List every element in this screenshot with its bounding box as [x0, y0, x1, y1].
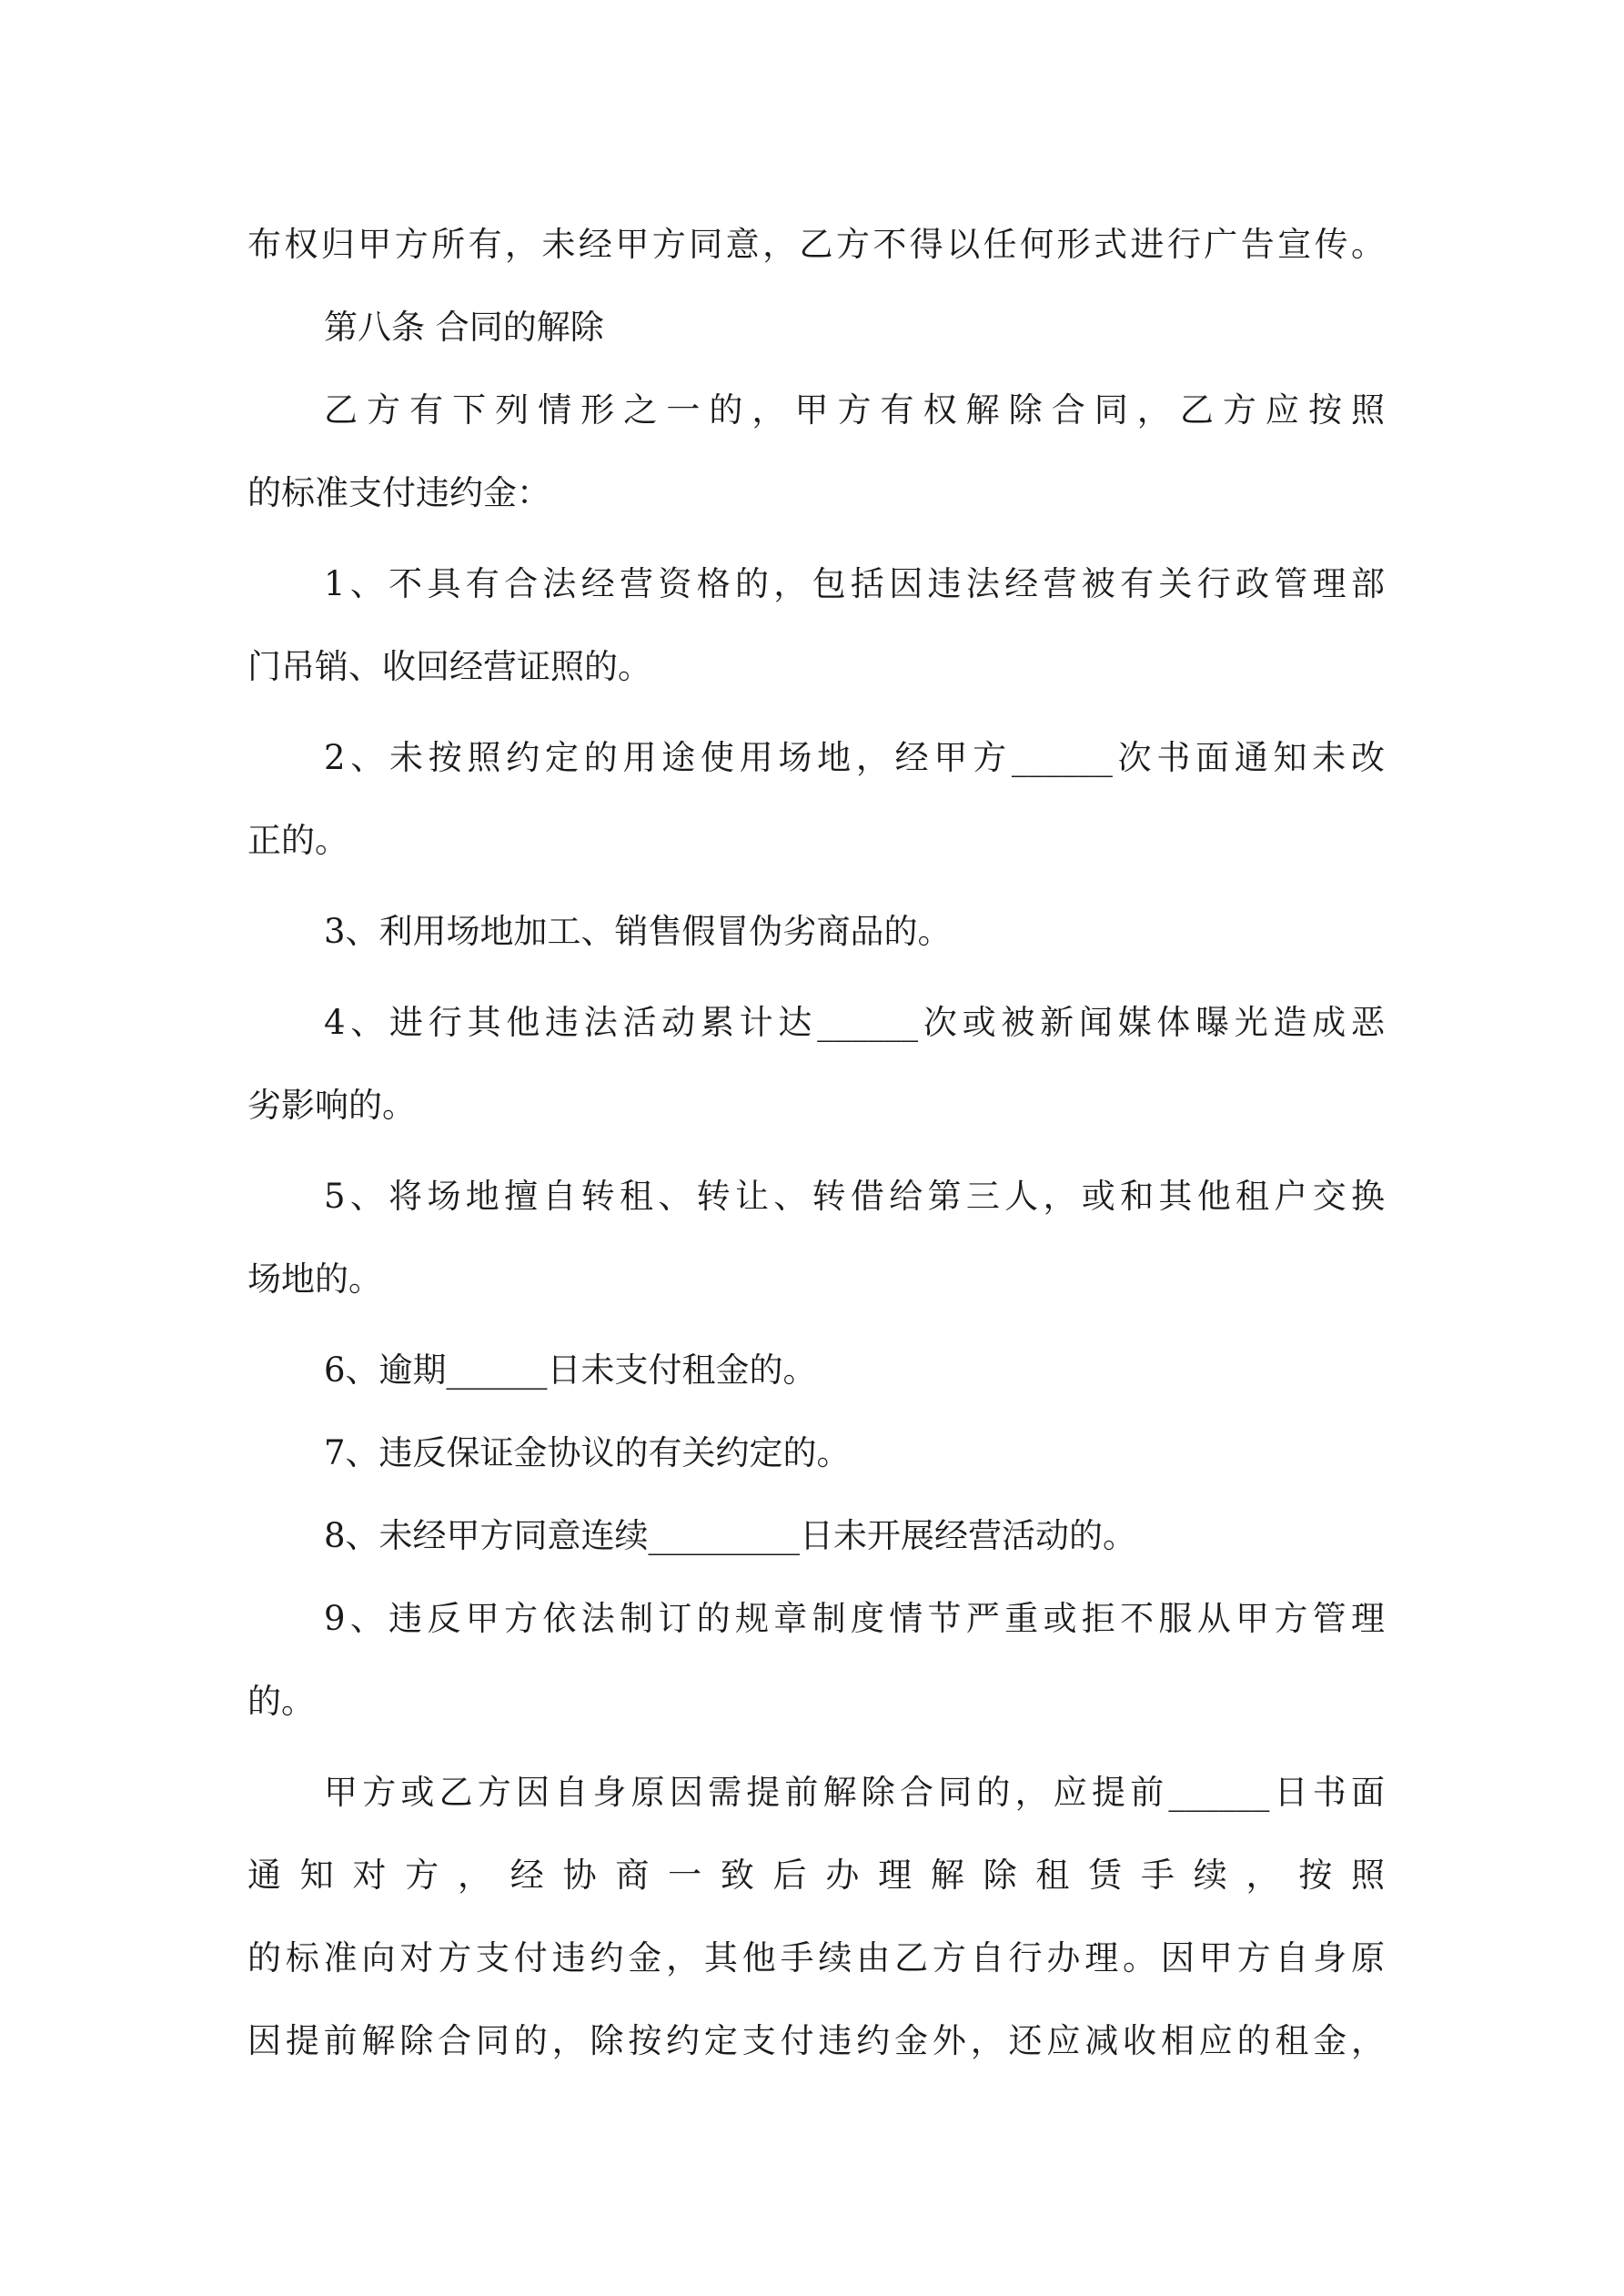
text-line: 劣影响的。 [247, 1086, 416, 1125]
text-line: 场地的。 [247, 1259, 382, 1299]
list-item: 6、逾期______日未支付租金的。 [324, 1350, 817, 1390]
text-line: 正的。 [247, 821, 348, 860]
text-line: 甲方或乙方因自身原因需提前解除合同的，应提前______日书面 [324, 1773, 1385, 1812]
text-line: 门吊销、收回经营证照的。 [247, 647, 651, 686]
text-line: 乙方有下列情形之一的，甲方有权解除合同，乙方应按照 [324, 390, 1385, 430]
list-item: 2、未按照约定的用途使用场地，经甲方______次书面通知未改 [324, 738, 1385, 777]
section-heading: 第八条 合同的解除 [324, 308, 604, 347]
list-item: 5、将场地擅自转租、转让、转借给第三人，或和其他租户交换 [324, 1177, 1385, 1216]
text-line: 因提前解除合同的，除按约定支付违约金外，还应减收相应的租金， [247, 2021, 1385, 2060]
list-item: 3、利用场地加工、销售假冒伪劣商品的。 [324, 912, 952, 951]
text-line: 的标准支付违约金： [247, 473, 550, 512]
text-line: 布权归甲方所有，未经甲方同意，乙方不得以任何形式进行广告宣传。 [247, 225, 1385, 264]
list-item: 7、违反保证金协议的有关约定的。 [324, 1433, 851, 1472]
list-item: 1、不具有合法经营资格的，包括因违法经营被有关行政管理部 [324, 564, 1385, 603]
text-line: 的标准向对方支付违约金，其他手续由乙方自行办理。因甲方自身原 [247, 1938, 1385, 1977]
text-line: 的。 [247, 1682, 315, 1721]
text-line: 通知对方，经协商一致后办理解除租赁手续，按照 [247, 1856, 1385, 1895]
list-item: 9、违反甲方依法制订的规章制度情节严重或拒不服从甲方管理 [324, 1599, 1385, 1638]
list-item: 8、未经甲方同意连续_________日未开展经营活动的。 [324, 1516, 1137, 1555]
list-item: 4、进行其他违法活动累计达______次或被新闻媒体曝光造成恶 [324, 1003, 1385, 1042]
